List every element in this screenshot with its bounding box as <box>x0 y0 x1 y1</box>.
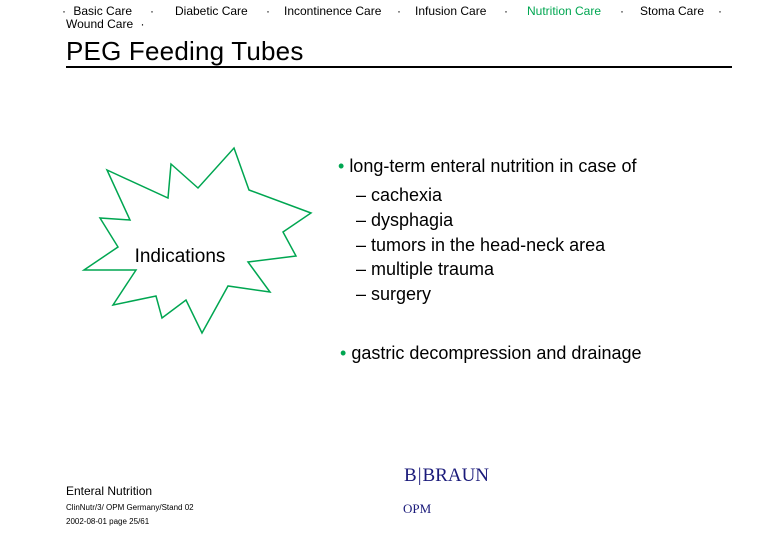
sub-item-tumors: – tumors in the head-neck area <box>356 235 606 255</box>
bullet-marker: • <box>338 156 345 176</box>
page-title: PEG Feeding Tubes <box>66 36 304 66</box>
nav-item-basic-care[interactable]: Basic Care <box>73 4 133 18</box>
nav-item-nutrition-care[interactable]: Nutrition Care <box>527 4 602 18</box>
nav-separator: · <box>62 4 66 18</box>
logo-wordmark: BRAUN <box>422 465 490 486</box>
sub-item-surgery: – surgery <box>356 284 432 304</box>
nav-separator: · <box>620 4 624 18</box>
footer-reference: ClinNutr/3/ OPM Germany/Stand 02 <box>66 503 194 512</box>
footer-date-page: 2002-08-01 page 25/61 <box>66 517 150 526</box>
logo-letter: B <box>404 465 417 486</box>
nav-item-diabetic-care[interactable]: Diabetic Care <box>175 4 248 18</box>
sub-item-cachexia: – cachexia <box>356 185 443 205</box>
starburst-outline <box>84 148 311 333</box>
nav-separator: · <box>140 17 145 31</box>
bullet-text: long-term enteral nutrition in case of <box>349 156 637 176</box>
logo-divider: | <box>417 465 422 486</box>
starburst-label: Indications <box>134 246 226 267</box>
nav-separator: · <box>150 4 154 18</box>
nav-item-infusion-care[interactable]: Infusion Care <box>415 4 487 18</box>
nav-item-stoma-care[interactable]: Stoma Care <box>640 4 705 18</box>
bbraun-logo <box>404 465 489 487</box>
bullet-marker: • <box>340 343 347 363</box>
bullet-item-2 <box>340 343 641 364</box>
nav-separator: · <box>504 4 508 18</box>
sub-item-dysphagia: – dysphagia <box>356 210 454 230</box>
footer-section-label: Enteral Nutrition <box>66 484 153 498</box>
nav-item-incontinence-care[interactable]: Incontinence Care <box>284 4 382 18</box>
nav-separator: · <box>266 4 270 18</box>
nav-separator: · <box>718 4 722 18</box>
bullet-text: gastric decompression and drainage <box>351 343 642 363</box>
nav-separator: · <box>397 4 401 18</box>
sub-item-trauma: – multiple trauma <box>356 259 495 279</box>
bullet-item-1 <box>338 156 636 177</box>
nav-item-wound-care[interactable]: Wound Care <box>66 17 134 31</box>
logo-subtitle: OPM <box>403 501 432 516</box>
